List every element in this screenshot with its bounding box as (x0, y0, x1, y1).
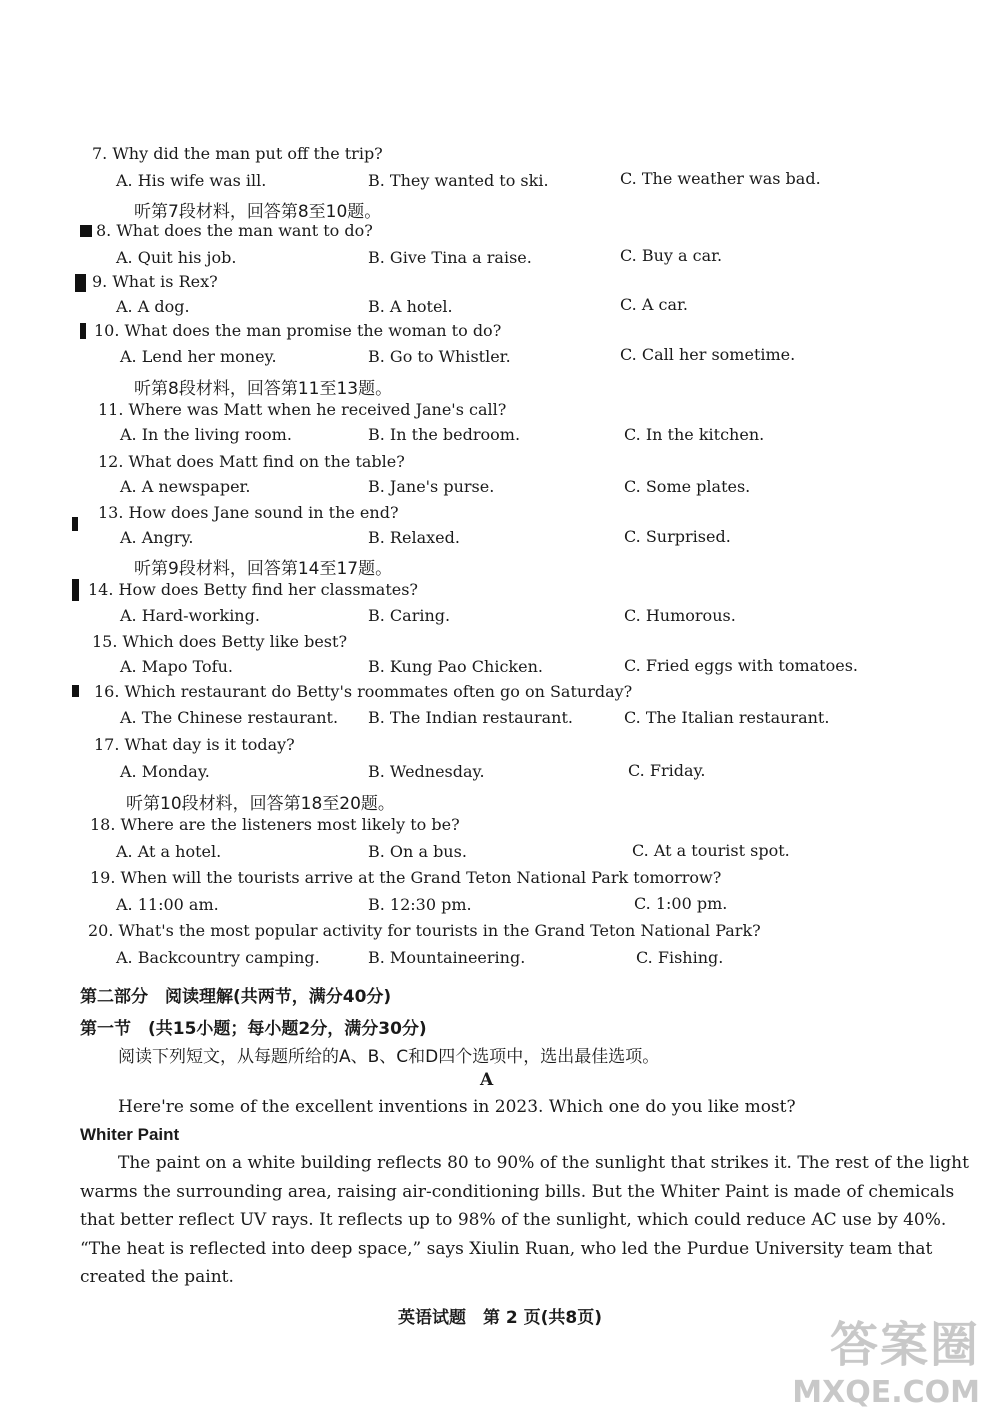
option-a: A. The Chinese restaurant. (120, 708, 339, 727)
question-stem: 11. Where was Matt when he received Jane's call? (98, 400, 507, 419)
option-c: C. The Italian restaurant. (624, 708, 830, 727)
option-b: B. Jane's purse. (368, 477, 495, 496)
option-c: C. Friday. (628, 761, 706, 780)
option-b: B. Give Tina a raise. (368, 248, 532, 267)
scan-mark (75, 274, 86, 292)
option-a: A. Quit his job. (116, 248, 237, 267)
question-stem: 9. What is Rex? (92, 272, 218, 291)
option-c: C. At a tourist spot. (632, 841, 790, 860)
section-title: 第一节 (共15小题；每小题2分，满分30分) (80, 1019, 427, 1039)
scan-mark (80, 323, 86, 339)
option-c: C. A car. (620, 295, 688, 314)
option-b: B. 12:30 pm. (368, 895, 472, 914)
option-b: B. In the bedroom. (368, 425, 521, 444)
option-b: B. Mountaineering. (368, 948, 526, 967)
option-a: A. In the living room. (120, 425, 292, 444)
paragraph-line: created the paint. (80, 1267, 234, 1287)
option-c: C. Some plates. (624, 477, 751, 496)
option-c: C. In the kitchen. (624, 425, 765, 444)
option-c: C. 1:00 pm. (634, 894, 728, 913)
reading-directions: 阅读下列短文，从每题所给的A、B、C和D四个选项中，选出最佳选项。 (118, 1047, 660, 1067)
option-a: A. His wife was ill. (116, 171, 267, 190)
passage-label: A (480, 1070, 494, 1090)
passage-intro: Here're some of the excellent inventions in 2023. Which one do you like most? (118, 1097, 796, 1117)
option-b: B. Relaxed. (368, 528, 460, 547)
option-a: A. 11:00 am. (116, 895, 219, 914)
listening-instruction: 听第10段材料，回答第18至20题。 (126, 794, 395, 814)
question-stem: 20. What's the most popular activity for tourists in the Grand Teton National Park? (88, 921, 761, 940)
scan-mark (72, 579, 79, 601)
option-b: B. A hotel. (368, 297, 453, 316)
listening-instruction: 听第8段材料，回答第11至13题。 (134, 379, 393, 399)
option-a: A. Monday. (120, 762, 210, 781)
question-stem: 10. What does the man promise the woman to do? (94, 321, 502, 340)
option-a: A. Backcountry camping. (116, 948, 320, 967)
passage-paragraph (80, 1149, 969, 1292)
option-c: C. Fried eggs with tomatoes. (624, 656, 858, 675)
option-c: C. Buy a car. (620, 246, 723, 265)
question-stem: 8. What does the man want to do? (96, 221, 373, 240)
paragraph-line: that better reflect UV rays. It reflects up to 98% of the sunlight, which could reduce AC use by 40%. (80, 1210, 947, 1230)
watermark-url: MXQE.COM (792, 1375, 980, 1410)
page-footer: 英语试题 第 2 页(共8页) (397, 1308, 603, 1328)
option-a: A. A newspaper. (120, 477, 251, 496)
listening-instruction: 听第9段材料，回答第14至17题。 (134, 559, 393, 579)
question-stem: 7. Why did the man put off the trip? (92, 144, 383, 163)
option-a: A. A dog. (116, 297, 190, 316)
option-b: B. Go to Whistler. (368, 347, 511, 366)
scan-mark (72, 685, 79, 697)
part-title: 第二部分 阅读理解(共两节，满分40分) (80, 987, 392, 1007)
scan-mark (72, 517, 78, 531)
option-a: A. At a hotel. (116, 842, 222, 861)
listening-instruction: 听第7段材料，回答第8至10题。 (134, 202, 382, 222)
option-b: B. Kung Pao Chicken. (368, 657, 543, 676)
question-stem: 15. Which does Betty like best? (92, 632, 348, 651)
option-b: B. Wednesday. (368, 762, 485, 781)
watermark (792, 1306, 980, 1410)
question-stem: 18. Where are the listeners most likely to be? (90, 815, 460, 834)
option-c: C. Fishing. (636, 948, 724, 967)
paragraph-line: “The heat is reflected into deep space,” says Xiulin Ruan, who led the Purdue University team that (80, 1238, 933, 1259)
option-b: B. They wanted to ski. (368, 171, 549, 190)
watermark-text: 答案圈 (829, 1317, 980, 1373)
question-stem: 16. Which restaurant do Betty's roommates often go on Saturday? (94, 682, 633, 701)
option-b: B. The Indian restaurant. (368, 708, 573, 727)
scan-mark (80, 225, 92, 237)
passage-heading: Whiter Paint (80, 1125, 180, 1144)
paragraph-line: The paint on a white building reflects 80 to 90% of the sunlight that strikes it. The rest of the light (118, 1153, 969, 1173)
option-a: A. Lend her money. (120, 347, 277, 366)
option-c: C. Humorous. (624, 606, 736, 625)
option-c: C. The weather was bad. (620, 169, 821, 188)
question-stem: 17. What day is it today? (94, 735, 295, 754)
question-stem: 19. When will the tourists arrive at the Grand Teton National Park tomorrow? (90, 868, 722, 887)
option-c: C. Call her sometime. (620, 345, 796, 364)
question-stem: 13. How does Jane sound in the end? (98, 503, 399, 522)
option-c: C. Surprised. (624, 527, 731, 546)
option-a: A. Hard-working. (120, 606, 260, 625)
option-a: A. Mapo Tofu. (120, 657, 233, 676)
option-b: B. Caring. (368, 606, 451, 625)
option-a: A. Angry. (120, 528, 194, 547)
paragraph-line: warms the surrounding area, raising air-conditioning bills. But the Whiter Paint is made of chemicals (80, 1181, 955, 1202)
question-stem: 12. What does Matt find on the table? (98, 452, 405, 471)
question-stem: 14. How does Betty find her classmates? (88, 580, 418, 599)
option-b: B. On a bus. (368, 842, 467, 861)
